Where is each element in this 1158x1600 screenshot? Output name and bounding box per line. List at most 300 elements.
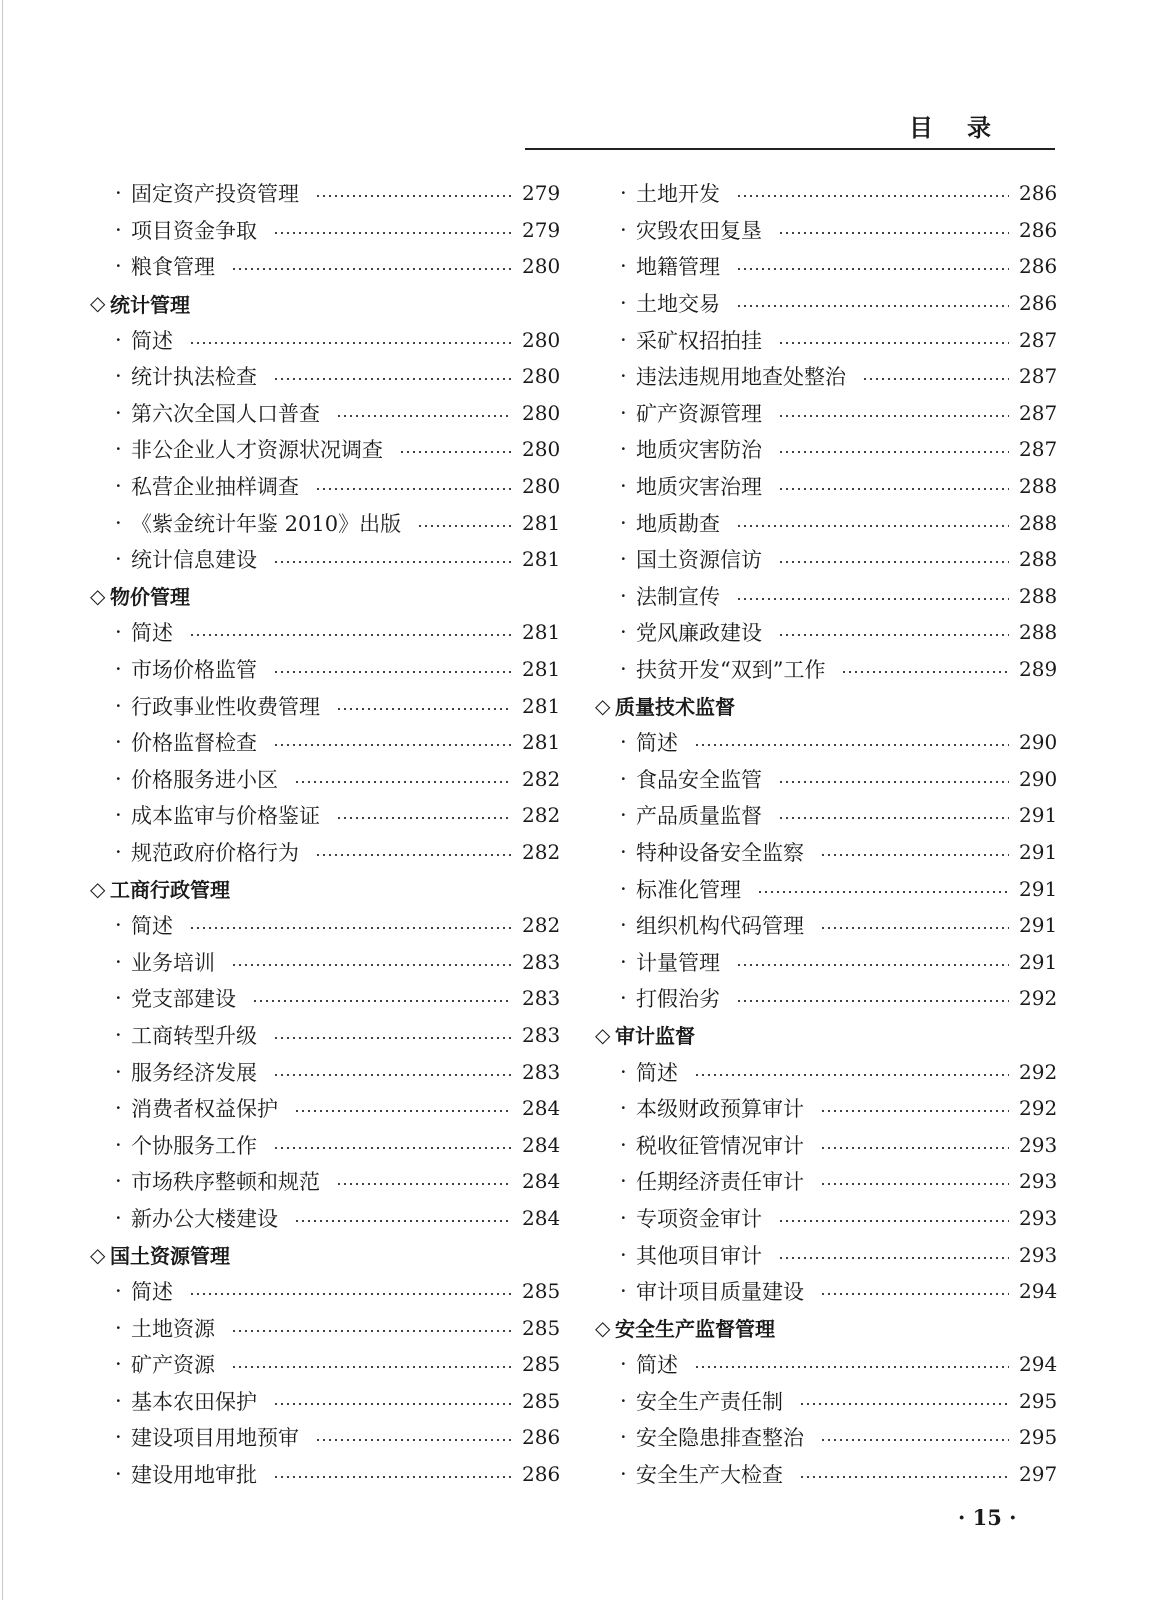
entry-page-number: 293	[1019, 1169, 1058, 1194]
entry-label: 价格服务进小区	[131, 767, 278, 792]
toc-entry[interactable]	[90, 1456, 560, 1493]
entry-page-number: 293	[1019, 1132, 1058, 1157]
toc-entry[interactable]	[90, 834, 560, 871]
toc-entry[interactable]	[90, 687, 560, 724]
toc-entry[interactable]	[90, 1383, 560, 1420]
dot-leader	[294, 1220, 512, 1222]
dot-leader	[736, 1000, 1009, 1002]
entry-label: 行政事业性收费管理	[131, 694, 320, 719]
toc-entry[interactable]	[595, 1456, 1057, 1493]
entry-label: 建设用地审批	[131, 1463, 257, 1488]
dot-leader	[778, 342, 1009, 344]
bullet-icon: ·	[115, 839, 122, 864]
bullet-icon: ·	[115, 1132, 122, 1157]
entry-page-number: 279	[522, 181, 561, 206]
dot-leader	[778, 488, 1009, 490]
entry-label: 标准化管理	[636, 877, 741, 902]
entry-label: 项目资金争取	[131, 218, 257, 243]
toc-entry[interactable]	[90, 1053, 560, 1090]
entry-label: 规范政府价格行为	[131, 840, 299, 865]
entry-label: 简述	[131, 914, 173, 939]
bullet-icon: ·	[115, 364, 122, 389]
toc-entry[interactable]	[90, 1163, 560, 1200]
bullet-icon: ·	[115, 949, 122, 974]
toc-entry[interactable]	[595, 175, 1057, 212]
toc-section-heading[interactable]	[90, 578, 560, 615]
entry-label: 特种设备安全监察	[636, 840, 804, 865]
entry-page-number: 280	[522, 364, 561, 389]
toc-section-heading[interactable]	[595, 1309, 1057, 1346]
bullet-icon: ·	[115, 766, 122, 791]
entry-page-number: 291	[1019, 876, 1058, 901]
toc-entry[interactable]	[90, 1346, 560, 1383]
entry-label: 审计项目质量建设	[636, 1280, 804, 1305]
entry-page-number: 290	[1019, 730, 1058, 755]
toc-section-heading[interactable]	[90, 870, 560, 907]
header-rule	[525, 148, 1055, 150]
entry-page-number: 285	[522, 1315, 561, 1340]
toc-entry[interactable]	[595, 1126, 1057, 1163]
entry-page-number: 280	[522, 254, 561, 279]
bullet-icon: ·	[115, 547, 122, 572]
entry-label: 土地资源	[131, 1316, 215, 1341]
entry-label: 扶贫开发“双到”工作	[636, 658, 826, 683]
entry-label: 成本监审与价格鉴证	[131, 804, 320, 829]
toc-entry[interactable]	[595, 1383, 1057, 1420]
toc-entry[interactable]	[595, 1053, 1057, 1090]
entry-label: 食品安全监管	[636, 767, 762, 792]
dot-leader	[736, 305, 1009, 307]
dot-leader	[273, 1037, 512, 1039]
entry-label: 矿产资源	[131, 1353, 215, 1378]
bullet-icon: ·	[620, 766, 627, 791]
bullet-icon: ·	[620, 730, 627, 755]
dot-leader	[778, 817, 1009, 819]
entry-page-number: 286	[522, 1425, 561, 1450]
toc-entry[interactable]	[595, 724, 1057, 761]
bullet-icon: ·	[115, 254, 122, 279]
bullet-icon: ·	[115, 913, 122, 938]
toc-entry[interactable]	[90, 761, 560, 798]
toc-entry[interactable]	[595, 504, 1057, 541]
toc-entry[interactable]	[595, 614, 1057, 651]
dot-leader	[736, 964, 1009, 966]
toc-entry[interactable]	[595, 1200, 1057, 1237]
toc-section-heading[interactable]	[595, 687, 1057, 724]
dot-leader	[799, 1403, 1009, 1405]
dot-leader	[273, 232, 512, 234]
scan-edge-line	[2, 0, 3, 1600]
entry-page-number: 291	[1019, 913, 1058, 938]
bullet-icon: ·	[115, 181, 122, 206]
toc-section-heading[interactable]	[595, 1017, 1057, 1054]
entry-label: 市场秩序整顿和规范	[131, 1170, 320, 1195]
dot-leader	[820, 854, 1009, 856]
bullet-icon: ·	[620, 437, 627, 462]
bullet-icon: ·	[115, 1425, 122, 1450]
entry-page-number: 292	[1019, 1096, 1058, 1121]
entry-label: 私营企业抽样调查	[131, 475, 299, 500]
toc-entry[interactable]	[595, 1236, 1057, 1273]
entry-page-number: 284	[522, 1096, 561, 1121]
entry-label: 非公企业人才资源状况调查	[131, 438, 383, 463]
bullet-icon: ·	[115, 803, 122, 828]
toc-entry[interactable]	[90, 1017, 560, 1054]
toc-entry[interactable]	[90, 614, 560, 651]
dot-leader	[294, 781, 512, 783]
bullet-icon: ·	[620, 217, 627, 242]
entry-page-number: 286	[1019, 291, 1058, 316]
entry-label: 打假治劣	[636, 987, 720, 1012]
toc-entry[interactable]	[595, 358, 1057, 395]
toc-entry[interactable]	[595, 541, 1057, 578]
toc-entry[interactable]	[90, 651, 560, 688]
entry-label: 国土资源信访	[636, 548, 762, 573]
toc-entry[interactable]	[90, 1273, 560, 1310]
bullet-icon: ·	[115, 1205, 122, 1230]
dot-leader	[315, 854, 512, 856]
entry-label: 市场价格监管	[131, 658, 257, 683]
dot-leader	[841, 671, 1009, 673]
dot-leader	[315, 195, 512, 197]
entry-page-number: 284	[522, 1132, 561, 1157]
dot-leader	[273, 561, 512, 563]
toc-entry[interactable]	[595, 761, 1057, 798]
toc-entry[interactable]	[90, 1309, 560, 1346]
entry-page-number: 281	[522, 730, 561, 755]
entry-page-number: 280	[522, 327, 561, 352]
bullet-icon: ·	[115, 474, 122, 499]
dot-leader	[336, 817, 512, 819]
toc-section-heading[interactable]	[90, 1236, 560, 1273]
entry-label: 矿产资源管理	[636, 401, 762, 426]
entry-page-number: 280	[522, 400, 561, 425]
diamond-icon: ◇	[595, 1315, 611, 1340]
toc-entry[interactable]	[595, 321, 1057, 358]
bullet-icon: ·	[115, 1059, 122, 1084]
entry-page-number: 284	[522, 1205, 561, 1230]
section-label: 物价管理	[110, 585, 190, 610]
entry-page-number: 297	[1019, 1462, 1058, 1487]
entry-label: 土地开发	[636, 182, 720, 207]
entry-page-number: 288	[1019, 510, 1058, 535]
toc-entry[interactable]	[90, 358, 560, 395]
entry-page-number: 286	[1019, 217, 1058, 242]
toc-entry[interactable]	[595, 395, 1057, 432]
entry-label: 采矿权招拍挂	[636, 328, 762, 353]
bullet-icon: ·	[115, 400, 122, 425]
bullet-icon: ·	[620, 291, 627, 316]
dot-leader	[736, 598, 1009, 600]
bullet-icon: ·	[620, 583, 627, 608]
entry-label: 工商转型升级	[131, 1023, 257, 1048]
entry-label: 税收征管情况审计	[636, 1133, 804, 1158]
dot-leader	[778, 634, 1009, 636]
bullet-icon: ·	[620, 913, 627, 938]
entry-page-number: 291	[1019, 839, 1058, 864]
entry-page-number: 279	[522, 217, 561, 242]
toc-entry[interactable]	[595, 212, 1057, 249]
bullet-icon: ·	[620, 400, 627, 425]
dot-leader	[189, 634, 512, 636]
toc-entry[interactable]	[90, 504, 560, 541]
toc-entry[interactable]	[90, 907, 560, 944]
dot-leader	[799, 1476, 1009, 1478]
dot-leader	[736, 525, 1009, 527]
entry-label: 安全生产大检查	[636, 1463, 783, 1488]
entry-page-number: 289	[1019, 657, 1058, 682]
toc-entry[interactable]	[90, 468, 560, 505]
toc-entry[interactable]	[595, 1273, 1057, 1310]
bullet-icon: ·	[620, 1352, 627, 1377]
bullet-icon: ·	[115, 1315, 122, 1340]
toc-entry[interactable]	[90, 1200, 560, 1237]
toc-entry[interactable]	[595, 907, 1057, 944]
entry-label: 个协服务工作	[131, 1133, 257, 1158]
entry-page-number: 282	[522, 839, 561, 864]
entry-page-number: 294	[1019, 1352, 1058, 1377]
toc-entry[interactable]	[595, 578, 1057, 615]
entry-label: 任期经济责任审计	[636, 1170, 804, 1195]
dot-leader	[273, 378, 512, 380]
toc-entry[interactable]	[595, 980, 1057, 1017]
entry-page-number: 283	[522, 986, 561, 1011]
entry-page-number: 292	[1019, 1059, 1058, 1084]
bullet-icon: ·	[620, 620, 627, 645]
dot-leader	[778, 415, 1009, 417]
entry-label: 业务培训	[131, 950, 215, 975]
toc-entry[interactable]	[90, 321, 560, 358]
entry-label: 安全隐患排查整治	[636, 1426, 804, 1451]
entry-label: 统计执法检查	[131, 365, 257, 390]
toc-entry[interactable]	[595, 1419, 1057, 1456]
toc-entry[interactable]	[595, 834, 1057, 871]
toc-entry[interactable]	[595, 248, 1057, 285]
entry-label: 粮食管理	[131, 255, 215, 280]
bullet-icon: ·	[620, 254, 627, 279]
dot-leader	[315, 1439, 512, 1441]
section-label: 国土资源管理	[110, 1244, 230, 1269]
toc-entry[interactable]	[90, 175, 560, 212]
bullet-icon: ·	[115, 1169, 122, 1194]
entry-label: 简述	[636, 1353, 678, 1378]
entry-label: 产品质量监督	[636, 804, 762, 829]
toc-entry[interactable]	[595, 468, 1057, 505]
dot-leader	[820, 1147, 1009, 1149]
toc-entry[interactable]	[90, 797, 560, 834]
entry-page-number: 281	[522, 510, 561, 535]
entry-label: 专项资金审计	[636, 1206, 762, 1231]
page-title: 目录	[909, 114, 1025, 142]
entry-page-number: 282	[522, 803, 561, 828]
dot-leader	[736, 195, 1009, 197]
bullet-icon: ·	[620, 1279, 627, 1304]
toc-entry[interactable]	[90, 980, 560, 1017]
entry-label: 固定资产投资管理	[131, 182, 299, 207]
toc-entry[interactable]	[90, 1126, 560, 1163]
entry-page-number: 286	[1019, 254, 1058, 279]
entry-page-number: 295	[1019, 1425, 1058, 1450]
entry-page-number: 281	[522, 657, 561, 682]
entry-page-number: 293	[1019, 1242, 1058, 1267]
dot-leader	[820, 1110, 1009, 1112]
entry-page-number: 288	[1019, 620, 1058, 645]
toc-entry[interactable]	[595, 797, 1057, 834]
bullet-icon: ·	[620, 657, 627, 682]
toc-entry[interactable]	[595, 1346, 1057, 1383]
entry-page-number: 280	[522, 437, 561, 462]
entry-label: 服务经济发展	[131, 1060, 257, 1085]
toc-entry[interactable]	[90, 395, 560, 432]
entry-label: 基本农田保护	[131, 1389, 257, 1414]
dot-leader	[778, 451, 1009, 453]
entry-page-number: 285	[522, 1352, 561, 1377]
bullet-icon: ·	[620, 1205, 627, 1230]
bullet-icon: ·	[115, 620, 122, 645]
toc-entry[interactable]	[90, 724, 560, 761]
entry-label: 建设项目用地预审	[131, 1426, 299, 1451]
bullet-icon: ·	[620, 1096, 627, 1121]
entry-page-number: 288	[1019, 583, 1058, 608]
entry-page-number: 282	[522, 766, 561, 791]
page-header	[525, 108, 1055, 152]
entry-page-number: 287	[1019, 364, 1058, 389]
entry-label: 安全生产责任制	[636, 1389, 783, 1414]
bullet-icon: ·	[620, 839, 627, 864]
toc-entry[interactable]	[595, 870, 1057, 907]
bullet-icon: ·	[115, 1352, 122, 1377]
dot-leader	[231, 1330, 512, 1332]
bullet-icon: ·	[620, 1242, 627, 1267]
bullet-icon: ·	[620, 1388, 627, 1413]
section-label: 安全生产监督管理	[615, 1317, 775, 1342]
bullet-icon: ·	[620, 986, 627, 1011]
toc-entry[interactable]	[90, 943, 560, 980]
entry-label: 地质灾害治理	[636, 475, 762, 500]
entry-label: 简述	[636, 731, 678, 756]
toc-entry[interactable]	[595, 651, 1057, 688]
entry-label: 地质灾害防治	[636, 438, 762, 463]
toc-entry[interactable]	[90, 212, 560, 249]
entry-page-number: 281	[522, 620, 561, 645]
dot-leader	[336, 1183, 512, 1185]
entry-label: 其他项目审计	[636, 1243, 762, 1268]
bullet-icon: ·	[620, 876, 627, 901]
entry-label: 新办公大楼建设	[131, 1206, 278, 1231]
diamond-icon: ◇	[90, 583, 106, 608]
entry-label: 简述	[636, 1060, 678, 1085]
dot-leader	[694, 744, 1009, 746]
toc-entry[interactable]	[90, 1419, 560, 1456]
bullet-icon: ·	[115, 730, 122, 755]
dot-leader	[417, 525, 512, 527]
entry-label: 第六次全国人口普查	[131, 401, 320, 426]
toc-entry[interactable]	[90, 1090, 560, 1127]
section-label: 审计监督	[615, 1024, 695, 1049]
entry-page-number: 288	[1019, 474, 1058, 499]
entry-page-number: 283	[522, 1022, 561, 1047]
dot-leader	[189, 927, 512, 929]
bullet-icon: ·	[115, 1022, 122, 1047]
dot-leader	[294, 1110, 512, 1112]
bullet-icon: ·	[115, 437, 122, 462]
entry-page-number: 291	[1019, 949, 1058, 974]
bullet-icon: ·	[620, 510, 627, 535]
bullet-icon: ·	[620, 547, 627, 572]
toc-entry[interactable]	[595, 431, 1057, 468]
entry-label: 地籍管理	[636, 255, 720, 280]
page-number: · 15 ·	[958, 1505, 1017, 1530]
dot-leader	[778, 232, 1009, 234]
entry-page-number: 287	[1019, 327, 1058, 352]
entry-label: 计量管理	[636, 950, 720, 975]
bullet-icon: ·	[620, 949, 627, 974]
dot-leader	[231, 964, 512, 966]
bullet-icon: ·	[620, 1132, 627, 1157]
dot-leader	[273, 671, 512, 673]
dot-leader	[820, 1439, 1009, 1441]
bullet-icon: ·	[620, 364, 627, 389]
entry-page-number: 280	[522, 474, 561, 499]
dot-leader	[336, 708, 512, 710]
entry-page-number: 282	[522, 913, 561, 938]
entry-label: 价格监督检查	[131, 731, 257, 756]
entry-label: 消费者权益保护	[131, 1097, 278, 1122]
toc-right-column	[595, 175, 1057, 1492]
entry-page-number: 291	[1019, 803, 1058, 828]
dot-leader	[399, 451, 512, 453]
entry-page-number: 286	[522, 1462, 561, 1487]
entry-label: 简述	[131, 621, 173, 646]
entry-page-number: 285	[522, 1388, 561, 1413]
dot-leader	[694, 1366, 1009, 1368]
dot-leader	[778, 1220, 1009, 1222]
toc-entry[interactable]	[90, 248, 560, 285]
toc-entry[interactable]	[595, 285, 1057, 322]
bullet-icon: ·	[620, 1425, 627, 1450]
section-label: 统计管理	[110, 292, 190, 317]
entry-label: 简述	[131, 1280, 173, 1305]
dot-leader	[273, 1147, 512, 1149]
entry-page-number: 285	[522, 1279, 561, 1304]
bullet-icon: ·	[620, 1462, 627, 1487]
bullet-icon: ·	[115, 510, 122, 535]
dot-leader	[778, 1257, 1009, 1259]
toc-entry[interactable]	[595, 1163, 1057, 1200]
dot-leader	[336, 415, 512, 417]
bullet-icon: ·	[115, 327, 122, 352]
toc-left-column	[90, 175, 560, 1492]
dot-leader	[736, 268, 1009, 270]
toc-entry[interactable]	[90, 541, 560, 578]
bullet-icon: ·	[620, 181, 627, 206]
toc-section-heading[interactable]	[90, 285, 560, 322]
toc-entry[interactable]	[595, 943, 1057, 980]
toc-entry[interactable]	[90, 431, 560, 468]
section-label: 工商行政管理	[110, 878, 230, 903]
toc-entry[interactable]	[595, 1090, 1057, 1127]
dot-leader	[778, 561, 1009, 563]
bullet-icon: ·	[115, 1096, 122, 1121]
entry-page-number: 293	[1019, 1205, 1058, 1230]
dot-leader	[273, 1074, 512, 1076]
entry-label: 地质勘查	[636, 511, 720, 536]
dot-leader	[694, 1074, 1009, 1076]
entry-page-number: 281	[522, 547, 561, 572]
dot-leader	[820, 1183, 1009, 1185]
diamond-icon: ◇	[90, 876, 106, 901]
entry-page-number: 294	[1019, 1279, 1058, 1304]
